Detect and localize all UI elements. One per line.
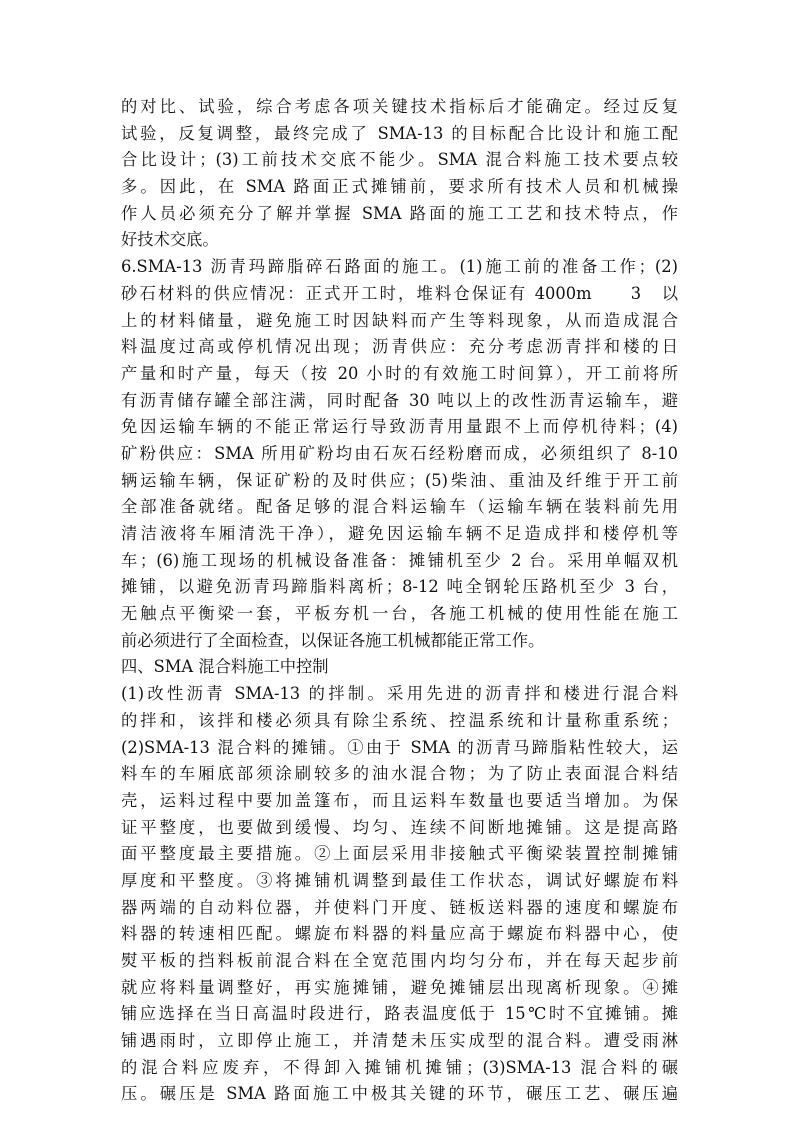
text-line: 试验，反复调整，最终完成了 SMA-13 的目标配合比设计和施工配 (121, 123, 678, 143)
body-text (121, 94, 678, 1108)
text-line: 上的材料储量，避免施工时因缺料而产生等料现象，从而造成混合 (121, 310, 678, 330)
text-line: 料车的车厢底部须涂刷较多的油水混合物；为了防止表面混合料结 (121, 764, 678, 784)
text-line: 前必须进行了全面检查，以保证各施工机械都能正常工作。 (121, 630, 545, 650)
text-line: 就应将料量调整好，再实施摊铺，避免摊铺层出现离析现象。④摊 (121, 977, 678, 997)
text-line: 车；(6)施工现场的机械设备准备：摊铺机至少 2 台。采用单幅双机 (121, 550, 678, 570)
text-line: 壳，运料过程中要加盖篷布，而且运料车数量也要适当增加。为保 (121, 790, 678, 810)
text-line: 的混合料应废弃，不得卸入摊铺机摊铺；(3)SMA-13 混合料的碾 (121, 1057, 678, 1077)
text-line: (2)SMA-13 混合料的摊铺。①由于 SMA 的沥青马蹄脂粘性较大，运 (121, 737, 678, 757)
text-line: 作人员必须充分了解并掌握 SMA 路面的施工工艺和技术特点，作 (121, 203, 678, 223)
text-line: 多。因此，在 SMA 路面正式摊铺前，要求所有技术人员和机械操 (121, 177, 678, 197)
text-line: 面平整度最主要措施。②上面层采用非接触式平衡梁装置控制摊铺 (121, 844, 678, 864)
text-line: 的对比、试验，综合考虑各项关键技术指标后才能确定。经过反复 (121, 97, 678, 116)
text-line: 料器的转速相匹配。螺旋布料器的料量应高于螺旋布料器中心，使 (121, 924, 678, 944)
text-line: 铺应选择在当日高温时段进行，路表温度低于 15℃时不宜摊铺。摊 (121, 1004, 678, 1024)
text-line: 好技术交底。 (121, 230, 219, 250)
text-line: 铺遇雨时，立即停止施工，并清楚未压实成型的混合料。遭受雨淋 (121, 1031, 678, 1051)
text-line: 厚度和平整度。③将摊铺机调整到最佳工作状态，调试好螺旋布料 (121, 870, 678, 890)
text-line: 有沥青储存罐全部注满，同时配备 30 吨以上的改性沥青运输车，避 (121, 390, 678, 410)
text-line: 清洁液将车厢清洗干净），避免因运输车辆不足造成拌和楼停机等 (121, 524, 678, 543)
text-line: 合比设计；(3)工前技术交底不能少。SMA 混合料施工技术要点较 (121, 150, 678, 170)
text-line: 熨平板的挡料板前混合料在全宽范围内均匀分布，并在每天起步前 (121, 951, 678, 970)
text-line: 辆运输车辆，保证矿粉的及时供应；(5)柴油、重油及纤维于开工前 (121, 470, 678, 490)
text-line: (1)改性沥青 SMA-13 的拌制。采用先进的沥青拌和楼进行混合料 (121, 684, 678, 704)
text-line: 压。碾压是 SMA 路面施工中极其关键的环节，碾压工艺、碾压遍 (121, 1084, 678, 1104)
text-line: 免因运输车辆的不能正常运行导致沥青用量跟不上而停机待料；(4) (121, 417, 678, 437)
text-line: 矿粉供应：SMA 所用矿粉均由石灰石经粉磨而成，必须组织了 8-10 (121, 443, 678, 463)
text-line: 全部准备就绪。配备足够的混合料运输车（运输车辆在装料前先用 (121, 497, 678, 517)
text-line: 器两端的自动料位器，并使料门开度、链板送料器的速度和螺旋布 (121, 897, 678, 917)
text-line: 摊铺，以避免沥青玛蹄脂料离析；8-12 吨全钢轮压路机至少 3 台， (121, 577, 678, 597)
text-line: 6.SMA-13 沥青玛蹄脂碎石路面的施工。(1)施工前的准备工作；(2) (121, 257, 678, 277)
text-line: 砂石材料的供应情况：正式开工时，堆料仓保证有 4000m 3 以 (121, 283, 678, 303)
text-line: 证平整度，也要做到缓慢、均匀、连续不间断地摊铺。这是提高路 (121, 817, 678, 837)
text-line: 四、SMA 混合料施工中控制 (121, 657, 329, 677)
text-line: 无触点平衡梁一套，平板夯机一台，各施工机械的使用性能在施工 (121, 604, 678, 624)
text-line: 产量和时产量，每天（按 20 小时的有效施工时间算），开工前将所 (121, 363, 678, 383)
text-line: 料温度过高或停机情况出现；沥青供应：充分考虑沥青拌和楼的日 (121, 337, 678, 357)
text-line: 的拌和，该拌和楼必须具有除尘系统、控温系统和计量称重系统； (121, 710, 678, 730)
